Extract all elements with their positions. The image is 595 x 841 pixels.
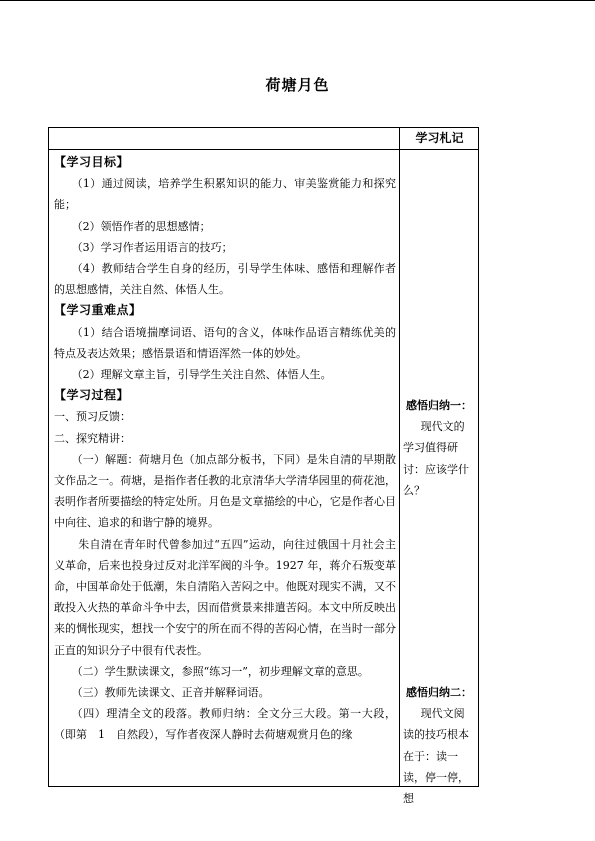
key-points-heading: 【学习重难点】 <box>54 303 142 318</box>
main-content <box>54 152 396 746</box>
note-block-1 <box>403 395 475 501</box>
page-title: 荷塘月色 <box>265 76 330 94</box>
process-paragraph: （四）理清全文的段落。教师归纳：全文分三大段。第一大段，（即第 1 自然段），写作者夜深人静时去荷塘观赏月色的缘 <box>54 707 396 742</box>
key-point-item: （1）结合语境揣摩词语、语句的含义，体味作品语言精练优美的特点及表达效果；感悟景语和情语浑然一体的妙处。 <box>54 325 396 360</box>
notes-column-header: 学习札记 <box>415 131 464 145</box>
process-section-explore: 二、探究精讲： <box>54 431 131 445</box>
top-border-line <box>0 0 595 1</box>
goal-item: （4）教师结合学生自身的经历，引导学生体味、感悟和理解作者的思想感情，关注自然、体悟人生。 <box>54 262 396 297</box>
process-section-preview: 一、预习反馈： <box>54 410 131 424</box>
key-point-item: （2）理解文章主旨，引导学生关注自然、体悟人生。 <box>71 368 332 382</box>
process-paragraph: 朱自清在青年时代曾参加过“五四”运动，向往过俄国十月社会主义革命，后来也投身过反对北洋军阀的斗争。1927 年，蒋介石叛变革命，中国革命处于低潮，朱自清陷入苦闷之中。他既对现实不满，又不敢投入火热的革命斗争中去，因而借赏景来排遣苦闷。本文中所反映出来的惆怅现实，想找一个安宁的所在而不得的苦闷心情，在当时一部分正直的知识分子中很有代表性。 <box>54 537 396 657</box>
goal-item: （3）学习作者运用语言的技巧； <box>71 240 233 254</box>
process-paragraph: （三）教师先读课文、正音并解释词语。 <box>71 686 270 700</box>
goals-heading: 【学习目标】 <box>54 155 130 169</box>
note-body: 现代文阅读的技巧根本在于：读一读，停一停，想 <box>403 707 469 806</box>
goal-item: （1）通过阅读，培养学生积累知识的能力、审美鉴赏能力和探究能； <box>54 177 396 212</box>
note-body: 现代文的学习值得研讨：应该学什么？ <box>403 420 469 497</box>
process-paragraph: （一）解题：荷塘月色（加点部分板书，下同）是朱自清的早期散文作品之一。荷塘，是指作者任教的北京清华大学清华园里的荷花池，表明作者所要描绘的特定处所。月色是文章描绘的中心，它是作者心目中向往、追求的和谐宁静的境界。 <box>54 452 396 530</box>
column-divider <box>399 127 400 787</box>
note-block-2 <box>403 682 475 809</box>
note-heading: 感悟归纳二： <box>406 686 472 699</box>
process-paragraph: （二）学生默读课文，参照“练习一”，初步理解文章的意思。 <box>71 664 369 678</box>
goal-item: （2）领悟作者的思想感情； <box>71 219 211 233</box>
process-heading: 【学习过程】 <box>54 388 130 403</box>
header-row-divider <box>48 149 479 150</box>
note-heading: 感悟归纳一： <box>406 399 472 412</box>
